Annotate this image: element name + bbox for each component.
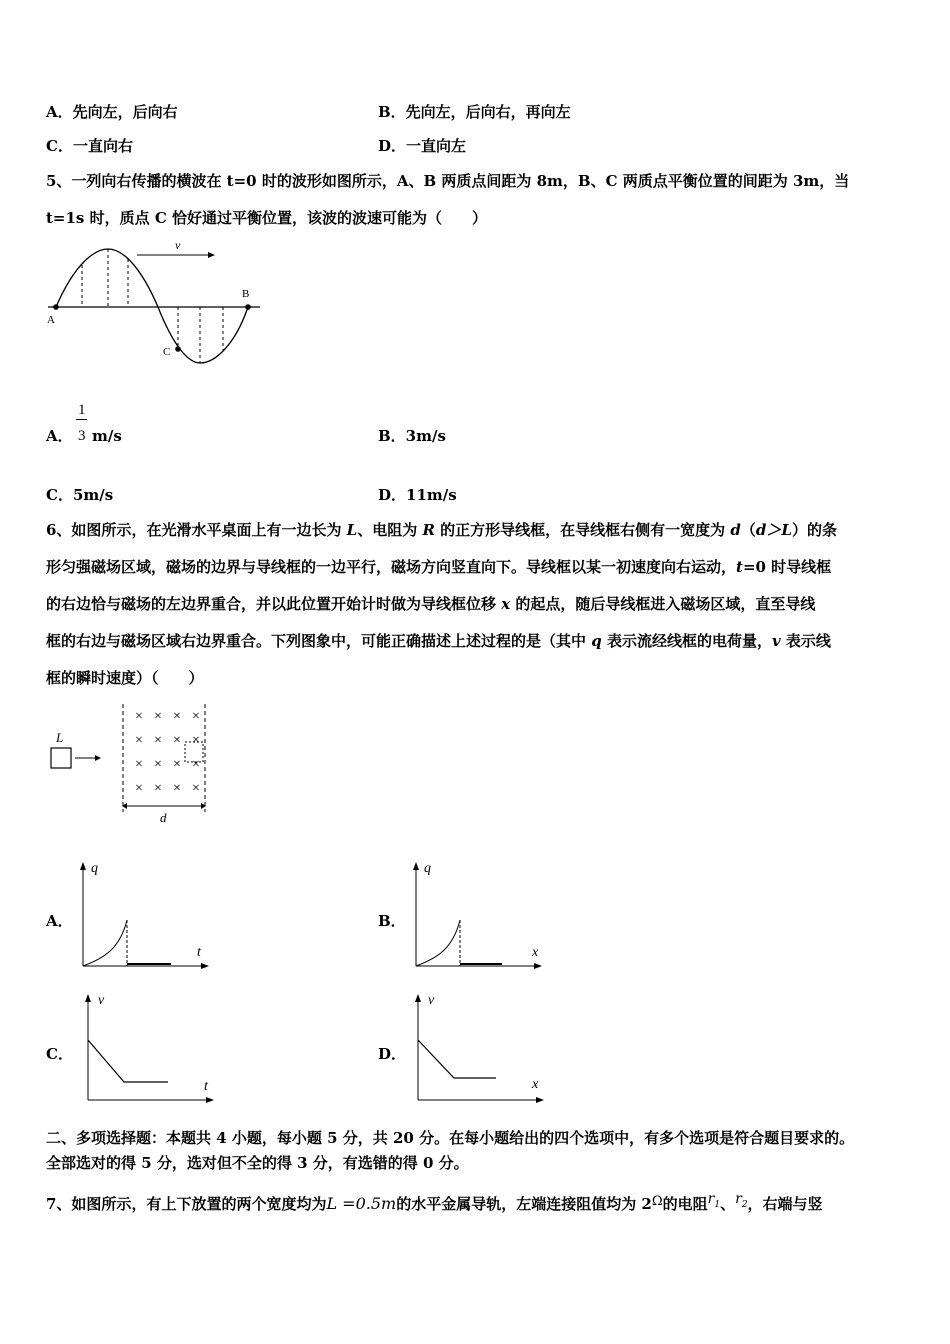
q6-L-label: L xyxy=(56,730,64,745)
q5-stem-line1: 5、一列向右传播的横波在 t=0 时的波形如图所示，A、B 两质点间距为 8m，B、C 两质点平衡位置的间距为 3m，当 xyxy=(46,172,850,190)
q6-stem-line4: 框的右边与磁场区域右边界重合。下列图象中，可能正确描述上述过程的是（其中 q 表示流经线框的电荷量，v 表示线 xyxy=(46,632,831,650)
q6-d-label: d xyxy=(160,810,167,825)
graph-d-label: D． xyxy=(378,1045,407,1063)
graph-d-y-label: v xyxy=(428,993,435,1008)
q4-option-a: A．先向左，后向右 xyxy=(46,103,178,121)
graph-a-label: A． xyxy=(46,912,73,930)
field-cross: × xyxy=(192,757,200,772)
q5-option-a-numerator: 1 xyxy=(78,402,86,418)
q4-option-d: D．一直向左 xyxy=(378,137,467,155)
q6-stem-line1: 6、如图所示，在光滑水平桌面上有一边长为 L、电阻为 R 的正方形导线框，在导线框右侧有一宽度为 d（d＞L）的条 xyxy=(46,521,837,539)
q5-option-a-prefix: A． xyxy=(46,427,73,445)
graph-c xyxy=(80,990,220,1105)
q5-option-d: D．11m/s xyxy=(378,486,457,504)
q4-option-c: C．一直向右 xyxy=(46,137,133,155)
q7-stem-line1: 7、如图所示，有上下放置的两个宽度均为L =0.5m的水平金属导轨，左端连接阻值均为 2Ω的电阻$r_1$、$r_2$，右端与竖 xyxy=(46,1191,823,1213)
field-cross: × xyxy=(135,733,143,748)
field-cross: × xyxy=(154,757,162,772)
section2-line2: 全部选对的得 5 分，选对但不全的得 3 分，有选错的得 0 分。 xyxy=(46,1154,469,1172)
graph-b xyxy=(408,858,548,973)
graph-c-y-label: v xyxy=(98,993,105,1008)
q6-stem-line5: 框的瞬时速度）（ ） xyxy=(46,669,204,687)
graph-d xyxy=(410,990,550,1105)
q6-field-figure xyxy=(45,700,215,828)
field-cross: × xyxy=(192,733,200,748)
q5-option-a-denominator: 3 xyxy=(78,428,86,444)
q5-v-label: v xyxy=(175,238,181,252)
field-cross: × xyxy=(173,733,181,748)
section2-line1: 二、多项选择题：本题共 4 小题，每小题 5 分，共 20 分。在每小题给出的四个选项中，有多个选项是符合题目要求的。 xyxy=(46,1129,855,1147)
field-cross: × xyxy=(135,757,143,772)
field-cross: × xyxy=(135,709,143,724)
q5-option-c: C．5m/s xyxy=(46,486,114,504)
graph-b-y-label: q xyxy=(424,861,431,876)
field-cross: × xyxy=(173,709,181,724)
field-cross: × xyxy=(192,781,200,796)
q5-b-label: B xyxy=(242,288,250,300)
graph-d-x-label: x xyxy=(532,1077,539,1092)
graph-b-label: B． xyxy=(378,912,406,930)
graph-b-x-label: x xyxy=(532,945,539,960)
q6-stem-line2: 形匀强磁场区域，磁场的边界与导线框的一边平行，磁场方向竖直向下。导线框以某一初速度向右运动，t=0 时导线框 xyxy=(46,558,832,576)
q5-c-label: C xyxy=(163,346,171,358)
field-cross: × xyxy=(154,733,162,748)
graph-a-y-label: q xyxy=(91,861,98,876)
q5-option-a-unit: m/s xyxy=(92,427,122,445)
graph-c-x-label: t xyxy=(204,1079,208,1094)
q5-stem-line2: t=1s 时，质点 C 恰好通过平衡位置，该波的波速可能为（ ） xyxy=(46,209,487,227)
field-cross: × xyxy=(173,757,181,772)
graph-a xyxy=(75,858,215,973)
q5-wave-figure xyxy=(40,235,270,375)
field-cross: × xyxy=(173,781,181,796)
field-cross: × xyxy=(192,709,200,724)
field-cross: × xyxy=(154,709,162,724)
q5-a-label: A xyxy=(47,314,55,326)
field-cross: × xyxy=(154,781,162,796)
q5-option-b: B．3m/s xyxy=(378,427,446,445)
q5-fraction-bar xyxy=(76,419,87,420)
field-cross: × xyxy=(135,781,143,796)
graph-a-x-label: t xyxy=(197,945,201,960)
graph-c-label: C． xyxy=(46,1045,73,1063)
q4-option-b: B．先向左，后向右，再向左 xyxy=(378,103,571,121)
q6-stem-line3: 的右边恰与磁场的左边界重合，并以此位置开始计时做为导线框位移 x 的起点，随后导线框进入磁场区域，直至导线 xyxy=(46,595,816,613)
